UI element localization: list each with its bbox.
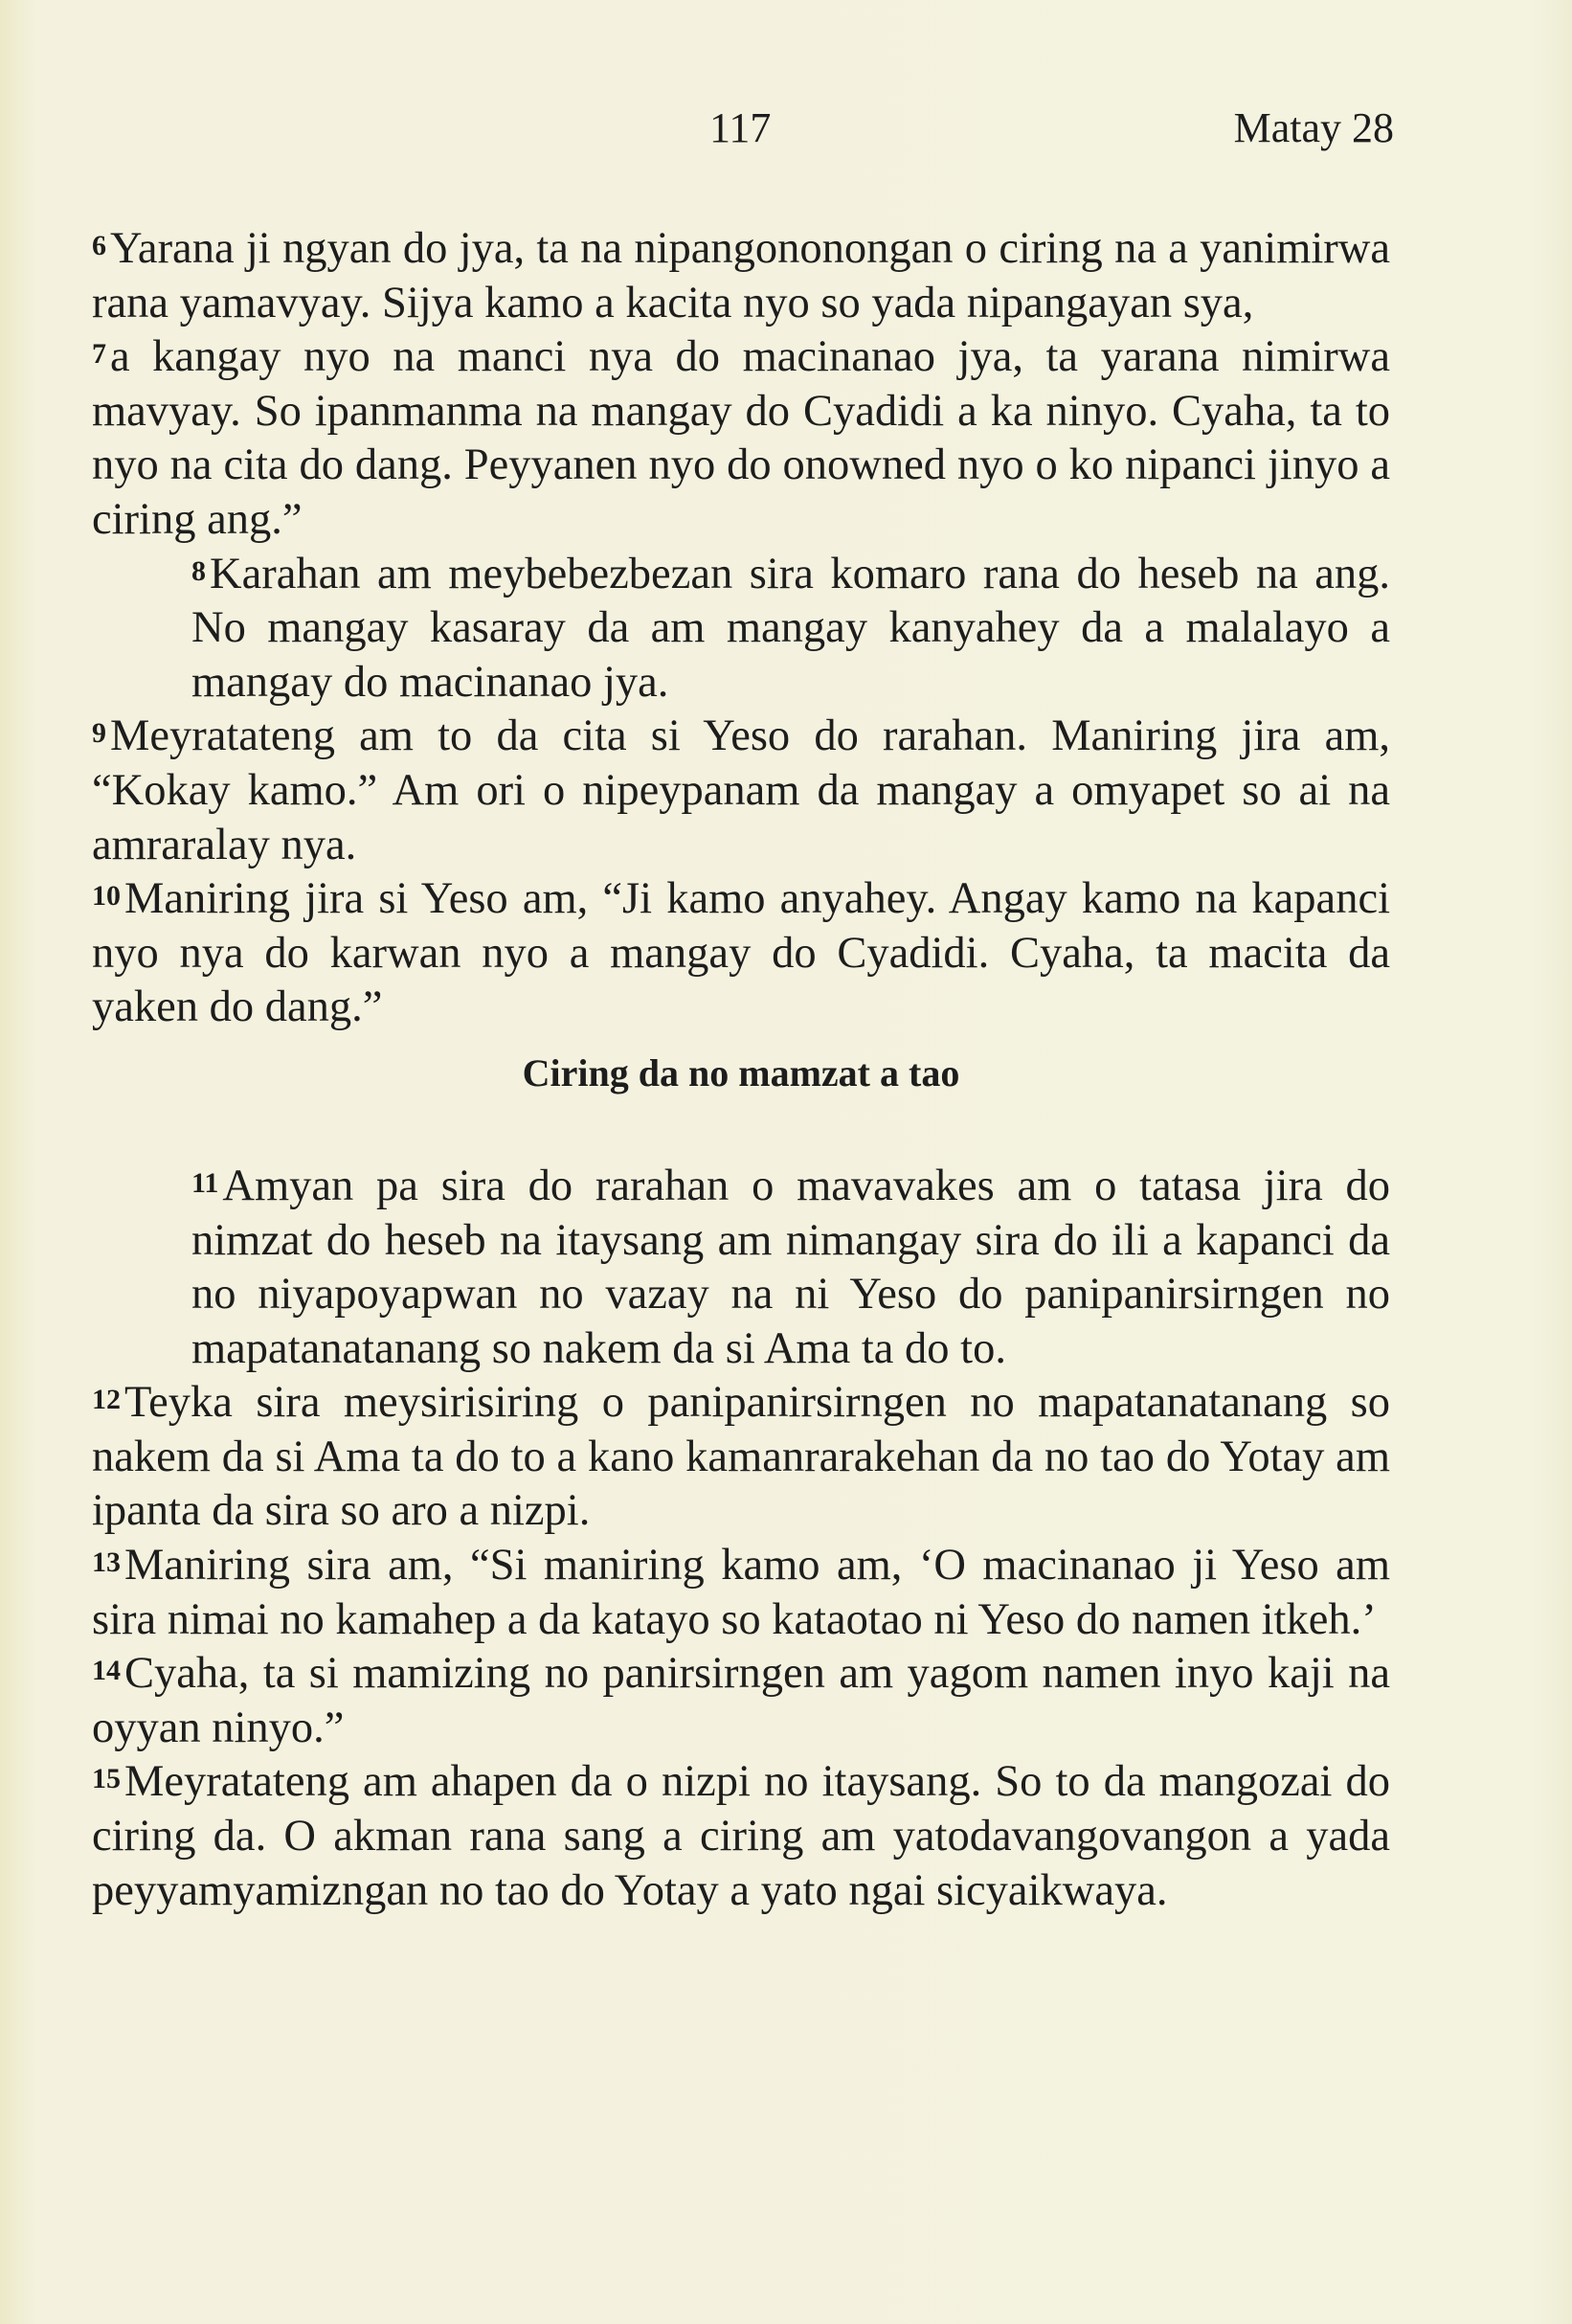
verse-number: 7 [92, 338, 106, 371]
verse-number: 10 [92, 880, 121, 913]
verse-number: 11 [191, 1166, 219, 1199]
verse-text: Teyka sira meysirisiring o panipanirsirngen no mapatanatanang so nakem da si Ama ta do to a kano kamanrarakehan da no tao do Yotay am ipanta da sira so aro a nizpi. [92, 1378, 1390, 1536]
section-heading: Ciring da no mamzat a tao [522, 1050, 960, 1094]
verse-6 [92, 222, 1390, 330]
verse-text: Cyaha, ta si mamizing no panirsirngen am yagom namen inyo kaji na oyyan ninyo.” [92, 1649, 1390, 1752]
verse-13 [92, 1539, 1390, 1647]
verse-text: Amyan pa sira do rarahan o mavavakes am o tatasa jira do nimzat do heseb na itaysang am nimangay sira do ili a kapanci da no niyapoyapwan no vazay na ni Yeso do panipanirsirngen no mapatanatanang so nakem da si Ama ta do to. [191, 1161, 1390, 1373]
verse-11 [92, 1160, 1390, 1376]
verse-number: 15 [92, 1763, 121, 1795]
verse-text: Yarana ji ngyan do jya, ta na nipangononongan o ciring na a yanimirwa rana yamavyay. Sijya kamo a kacita nyo so yada nipangayan sya, [92, 224, 1390, 327]
verse-text: Maniring sira am, “Si maniring kamo am, ‘O macinanao ji Yeso am sira nimai no kamahep a da katayo so kataotao ni Yeso do namen itkeh.’ [92, 1541, 1390, 1644]
body-text [92, 222, 1390, 1918]
verse-number: 14 [92, 1655, 121, 1687]
page-number: 117 [709, 104, 772, 151]
verse-number: 8 [191, 554, 206, 587]
verse-number: 9 [92, 717, 106, 750]
verse-7 [92, 330, 1390, 547]
verse-9 [92, 710, 1390, 872]
verse-text: Maniring jira si Yeso am, “Ji kamo anyahey. Angay kamo na kapanci nyo nya do karwan nyo a mangay do Cyadidi. Cyaha, ta macita da yaken do dang.” [92, 874, 1390, 1032]
verse-14 [92, 1647, 1390, 1755]
verse-15 [92, 1755, 1390, 1918]
verse-number: 13 [92, 1546, 121, 1579]
verse-number: 6 [92, 230, 106, 261]
verse-10 [92, 872, 1390, 1035]
verse-text: Karahan am meybebezbezan sira komaro rana do heseb na ang. No mangay kasaray da am mangay kanyahey da a malalayo a mangay do macinanao jya. [191, 549, 1390, 707]
verse-text: Meyratateng am ahapen da o nizpi no itaysang. So to da mangozai do ciring da. O akman rana sang a ciring am yatodavangovangon a yada peyyamyamizngan no tao do Yotay a yato ngai sicyaikwaya. [92, 1757, 1390, 1915]
verse-text: a kangay nyo na manci nya do macinanao jya, ta yarana nimirwa mavyay. So ipanmanma na mangay do Cyadidi a ka ninyo. Cyaha, ta to nyo na cita do dang. Peyyanen nyo do onowned nyo o ko nipanci jinyo a ciring ang.” [92, 332, 1390, 544]
page-header [92, 103, 1394, 161]
verse-8 [92, 548, 1390, 711]
running-head: Matay 28 [1233, 104, 1394, 151]
verse-text: Meyratateng am to da cita si Yeso do rarahan. Maniring jira am, “Kokay kamo.” Am ori o nipeypanam da mangay a omyapet so ai na amraralay nya. [92, 711, 1390, 869]
verse-12 [92, 1376, 1390, 1539]
verse-number: 12 [92, 1384, 121, 1416]
